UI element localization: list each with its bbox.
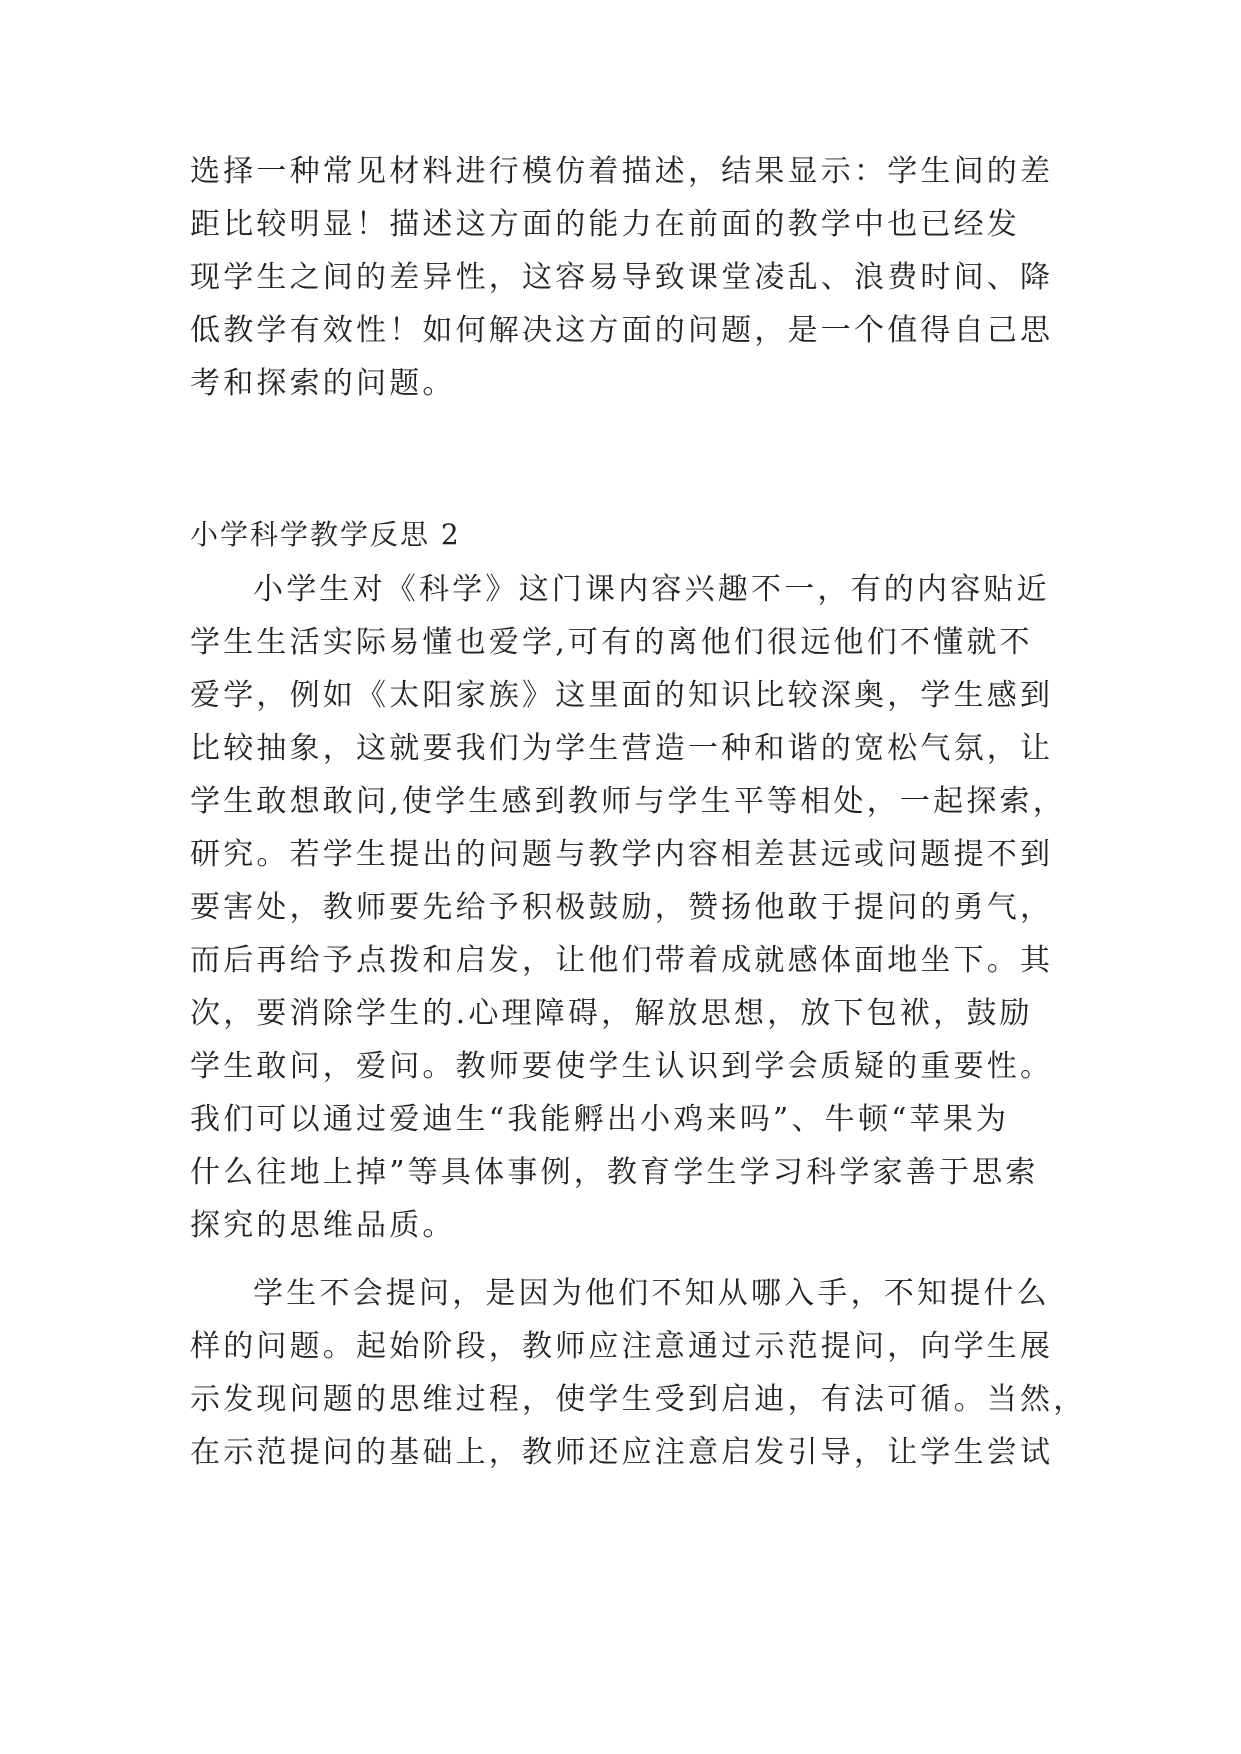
text-line: 而后再给予点拨和启发，让他们带着成就感体面地坐下。其 bbox=[190, 943, 1054, 978]
section-title: 小学科学教学反思 2 bbox=[190, 518, 461, 551]
text-line: 考和探索的问题。 bbox=[190, 366, 456, 401]
text-line: 学生生活实际易懂也爱学,可有的离他们很远他们不懂就不 bbox=[190, 625, 1033, 660]
text-line: 现学生之间的差异性，这容易导致课堂凌乱、浪费时间、降 bbox=[190, 260, 1054, 295]
text-line: 学生不会提问，是因为他们不知从哪入手，不知提什么 bbox=[253, 1276, 1050, 1311]
text-line: 小学生对《科学》这门课内容兴趣不一，有的内容贴近 bbox=[253, 572, 1050, 607]
text-line: 我们可以通过爱迪生“我能孵出小鸡来吗”、牛顿“苹果为 bbox=[190, 1102, 1010, 1137]
text-line: 什么往地上掉”等具体事例，教育学生学习科学家善于思索 bbox=[190, 1155, 1039, 1190]
text-line: 要害处，教师要先给予积极鼓励，赞扬他敢于提问的勇气， bbox=[190, 890, 1054, 925]
text-line: 比较抽象，这就要我们为学生营造一种和谐的宽松气氛，让 bbox=[190, 731, 1054, 766]
text-line: 学生敢问，爱问。教师要使学生认识到学会质疑的重要性。 bbox=[190, 1049, 1054, 1084]
text-line: 低教学有效性！如何解决这方面的问题，是一个值得自己思 bbox=[190, 313, 1054, 348]
text-line: 次，要消除学生的.心理障碍，解放思想，放下包袱，鼓励 bbox=[190, 996, 1033, 1031]
text-line: 爱学，例如《太阳家族》这里面的知识比较深奥，学生感到 bbox=[190, 678, 1054, 713]
text-line: 研究。若学生提出的问题与教学内容相差甚远或问题提不到 bbox=[190, 837, 1054, 872]
text-line: 选择一种常见材料进行模仿着描述，结果显示：学生间的差 bbox=[190, 154, 1054, 189]
text-line: 学生敢想敢问,使学生感到教师与学生平等相处，一起探索， bbox=[190, 784, 1066, 819]
text-line: 距比较明显！描述这方面的能力在前面的教学中也已经发 bbox=[190, 207, 1020, 242]
text-line: 探究的思维品质。 bbox=[190, 1208, 456, 1243]
text-line: 在示范提问的基础上，教师还应注意启发引导，让学生尝试 bbox=[190, 1435, 1054, 1470]
text-line: 示发现问题的思维过程，使学生受到启迪，有法可循。当然， bbox=[190, 1382, 1087, 1417]
text-line: 样的问题。起始阶段，教师应注意通过示范提问，向学生展 bbox=[190, 1329, 1054, 1364]
